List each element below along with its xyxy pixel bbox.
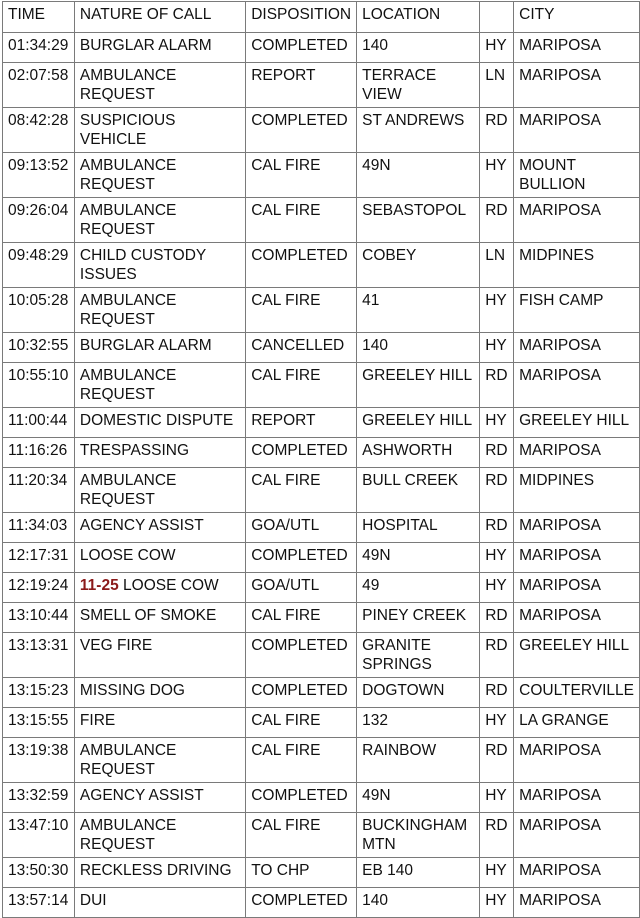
cell-location: DOGTOWN [357, 678, 480, 708]
cell-disposition: CAL FIRE [246, 288, 357, 333]
cell-disposition: TO CHP [246, 858, 357, 888]
cell-nature-of-call [74, 813, 245, 858]
cell-location: BULL CREEK [357, 468, 480, 513]
table-row [3, 603, 640, 633]
cell-time: 11:00:44 [3, 408, 75, 438]
cell-location: TERRACE VIEW [357, 63, 480, 108]
cell-location: GREELEY HILL [357, 363, 480, 408]
cell-street-suffix: RD [480, 603, 514, 633]
header-disposition: DISPOSITION [246, 2, 357, 33]
header-location: LOCATION [357, 2, 480, 33]
cell-disposition: COMPLETED [246, 438, 357, 468]
cell-location: 140 [357, 33, 480, 63]
table-row [3, 333, 640, 363]
cell-city: GREELEY HILL [514, 633, 640, 678]
cell-time: 10:55:10 [3, 363, 75, 408]
header-time: TIME [3, 2, 75, 33]
cell-nature-of-call [74, 573, 245, 603]
cell-street-suffix: RD [480, 468, 514, 513]
cell-city: MARIPOSA [514, 813, 640, 858]
table-row [3, 153, 640, 198]
table-row [3, 198, 640, 243]
cell-disposition: GOA/UTL [246, 513, 357, 543]
table-row [3, 783, 640, 813]
cell-time: 10:32:55 [3, 333, 75, 363]
cell-disposition: CAL FIRE [246, 738, 357, 783]
cell-city: MOUNT BULLION [514, 153, 640, 198]
nature-text: AMBULANCE REQUEST [79, 472, 177, 508]
table-row [3, 543, 640, 573]
cell-nature-of-call [74, 63, 245, 108]
cell-time: 13:32:59 [3, 783, 75, 813]
header-city: CITY [514, 2, 640, 33]
cell-time: 10:05:28 [3, 288, 75, 333]
cell-city: MARIPOSA [514, 33, 640, 63]
cell-nature-of-call [74, 783, 245, 813]
cell-time: 09:48:29 [3, 243, 75, 288]
table-row [3, 513, 640, 543]
table-row [3, 858, 640, 888]
nature-text: AMBULANCE REQUEST [79, 202, 177, 238]
header-row [3, 2, 640, 33]
cell-location: GREELEY HILL [357, 408, 480, 438]
cell-nature-of-call [74, 633, 245, 678]
nature-text: AGENCY ASSIST [79, 517, 204, 534]
cell-city: MARIPOSA [514, 543, 640, 573]
cell-street-suffix: RD [480, 813, 514, 858]
cell-street-suffix: HY [480, 288, 514, 333]
nature-text: FIRE [79, 712, 116, 729]
cell-city: MIDPINES [514, 468, 640, 513]
cell-nature-of-call [74, 288, 245, 333]
nature-text: AGENCY ASSIST [79, 787, 204, 804]
table-row [3, 438, 640, 468]
cell-nature-of-call [74, 708, 245, 738]
cell-time: 13:57:14 [3, 888, 75, 918]
cell-location: 132 [357, 708, 480, 738]
cell-disposition: COMPLETED [246, 633, 357, 678]
cell-location: COBEY [357, 243, 480, 288]
cell-location: ASHWORTH [357, 438, 480, 468]
cell-location: PINEY CREEK [357, 603, 480, 633]
nature-text: AMBULANCE REQUEST [79, 292, 177, 328]
cell-disposition: CAL FIRE [246, 813, 357, 858]
table-row [3, 108, 640, 153]
nature-text: LOOSE COW [123, 577, 219, 594]
cell-nature-of-call [74, 153, 245, 198]
cell-city: MARIPOSA [514, 603, 640, 633]
cell-street-suffix: HY [480, 888, 514, 918]
table-row [3, 573, 640, 603]
cell-nature-of-call [74, 108, 245, 153]
cell-city: MARIPOSA [514, 333, 640, 363]
cell-street-suffix: HY [480, 333, 514, 363]
cell-location: HOSPITAL [357, 513, 480, 543]
cell-location: 49 [357, 573, 480, 603]
cell-nature-of-call [74, 333, 245, 363]
cell-disposition: GOA/UTL [246, 573, 357, 603]
nature-text: MISSING DOG [79, 682, 185, 699]
cell-street-suffix: RD [480, 108, 514, 153]
cell-street-suffix: RD [480, 678, 514, 708]
cell-time: 09:26:04 [3, 198, 75, 243]
cell-city: MIDPINES [514, 243, 640, 288]
cell-city: FISH CAMP [514, 288, 640, 333]
table-row [3, 363, 640, 408]
cell-time: 13:15:23 [3, 678, 75, 708]
cell-location: RAINBOW [357, 738, 480, 783]
nature-text: SUSPICIOUS VEHICLE [79, 112, 176, 148]
cell-disposition: COMPLETED [246, 678, 357, 708]
cell-disposition: CAL FIRE [246, 198, 357, 243]
cell-city: MARIPOSA [514, 783, 640, 813]
nature-text: SMELL OF SMOKE [79, 607, 217, 624]
cell-disposition: COMPLETED [246, 783, 357, 813]
cell-city: COULTERVILLE [514, 678, 640, 708]
cell-nature-of-call [74, 33, 245, 63]
cell-street-suffix: HY [480, 543, 514, 573]
table-row [3, 468, 640, 513]
nature-text: DUI [79, 892, 107, 909]
table-row [3, 408, 640, 438]
cell-city: MARIPOSA [514, 513, 640, 543]
cell-disposition: CAL FIRE [246, 153, 357, 198]
cell-disposition: CAL FIRE [246, 603, 357, 633]
cell-street-suffix: RD [480, 633, 514, 678]
cell-location: 49N [357, 783, 480, 813]
cell-city: MARIPOSA [514, 63, 640, 108]
cell-disposition: COMPLETED [246, 33, 357, 63]
cell-city: MARIPOSA [514, 573, 640, 603]
table-row [3, 813, 640, 858]
cell-nature-of-call [74, 603, 245, 633]
cell-time: 13:10:44 [3, 603, 75, 633]
cell-street-suffix: HY [480, 573, 514, 603]
table-row [3, 678, 640, 708]
nature-text: AMBULANCE REQUEST [79, 742, 177, 778]
cell-location: GRANITE SPRINGS [357, 633, 480, 678]
cell-disposition: COMPLETED [246, 243, 357, 288]
cell-nature-of-call [74, 363, 245, 408]
nature-text: AMBULANCE REQUEST [79, 67, 177, 103]
table-row [3, 288, 640, 333]
table-row [3, 738, 640, 783]
cell-nature-of-call [74, 513, 245, 543]
cell-street-suffix: RD [480, 513, 514, 543]
cell-time: 11:16:26 [3, 438, 75, 468]
cell-disposition: CAL FIRE [246, 468, 357, 513]
cell-time: 11:34:03 [3, 513, 75, 543]
cell-disposition: CANCELLED [246, 333, 357, 363]
cell-location: 41 [357, 288, 480, 333]
cell-street-suffix: LN [480, 63, 514, 108]
nature-text: AMBULANCE REQUEST [79, 817, 177, 853]
cell-city: MARIPOSA [514, 108, 640, 153]
cell-time: 11:20:34 [3, 468, 75, 513]
cell-street-suffix: HY [480, 408, 514, 438]
table-row [3, 708, 640, 738]
table-body [3, 33, 640, 918]
cell-street-suffix: RD [480, 363, 514, 408]
cell-nature-of-call [74, 738, 245, 783]
cell-time: 01:34:29 [3, 33, 75, 63]
cell-location: 140 [357, 888, 480, 918]
cell-nature-of-call [74, 888, 245, 918]
cell-disposition: COMPLETED [246, 108, 357, 153]
cell-disposition: CAL FIRE [246, 708, 357, 738]
cell-time: 13:47:10 [3, 813, 75, 858]
table-row [3, 33, 640, 63]
cell-city: GREELEY HILL [514, 408, 640, 438]
cell-time: 08:42:28 [3, 108, 75, 153]
cell-street-suffix: HY [480, 708, 514, 738]
call-code: 11-25 [79, 577, 119, 594]
nature-text: AMBULANCE REQUEST [79, 367, 177, 403]
table-row [3, 243, 640, 288]
nature-text: AMBULANCE REQUEST [79, 157, 177, 193]
cell-nature-of-call [74, 543, 245, 573]
cell-disposition: REPORT [246, 63, 357, 108]
cell-time: 12:17:31 [3, 543, 75, 573]
table-row [3, 63, 640, 108]
nature-text: DOMESTIC DISPUTE [79, 412, 234, 429]
nature-text: BURGLAR ALARM [79, 37, 212, 54]
nature-text: CHILD CUSTODY ISSUES [79, 247, 206, 283]
header-street-suffix [480, 2, 514, 33]
nature-text: LOOSE COW [79, 547, 176, 564]
cell-nature-of-call [74, 468, 245, 513]
cell-time: 02:07:58 [3, 63, 75, 108]
nature-text: BURGLAR ALARM [79, 337, 212, 354]
table-header [3, 2, 640, 33]
cell-disposition: COMPLETED [246, 543, 357, 573]
cell-street-suffix: RD [480, 198, 514, 243]
cell-street-suffix: HY [480, 783, 514, 813]
cell-time: 13:50:30 [3, 858, 75, 888]
cell-location: ST ANDREWS [357, 108, 480, 153]
nature-text: TRESPASSING [79, 442, 190, 459]
cell-disposition: COMPLETED [246, 888, 357, 918]
cell-location: 49N [357, 153, 480, 198]
header-nature-of-call: NATURE OF CALL [74, 2, 245, 33]
cell-nature-of-call [74, 243, 245, 288]
cell-location: BUCKINGHAM MTN [357, 813, 480, 858]
cell-time: 09:13:52 [3, 153, 75, 198]
nature-text: RECKLESS DRIVING [79, 862, 232, 879]
cell-time: 12:19:24 [3, 573, 75, 603]
cell-disposition: REPORT [246, 408, 357, 438]
cell-city: MARIPOSA [514, 438, 640, 468]
cell-city: MARIPOSA [514, 198, 640, 243]
cell-street-suffix: HY [480, 153, 514, 198]
cell-location: 49N [357, 543, 480, 573]
cell-time: 13:19:38 [3, 738, 75, 783]
call-log-table [2, 1, 640, 918]
cell-city: MARIPOSA [514, 858, 640, 888]
cell-street-suffix: RD [480, 738, 514, 783]
cell-city: LA GRANGE [514, 708, 640, 738]
cell-nature-of-call [74, 678, 245, 708]
cell-nature-of-call [74, 858, 245, 888]
cell-nature-of-call [74, 438, 245, 468]
table-row [3, 633, 640, 678]
cell-street-suffix: HY [480, 33, 514, 63]
nature-text: VEG FIRE [79, 637, 153, 654]
cell-location: SEBASTOPOL [357, 198, 480, 243]
cell-time: 13:15:55 [3, 708, 75, 738]
cell-location: 140 [357, 333, 480, 363]
cell-location: EB 140 [357, 858, 480, 888]
cell-street-suffix: RD [480, 438, 514, 468]
cell-nature-of-call [74, 198, 245, 243]
cell-city: MARIPOSA [514, 888, 640, 918]
cell-street-suffix: LN [480, 243, 514, 288]
cell-nature-of-call [74, 408, 245, 438]
cell-street-suffix: HY [480, 858, 514, 888]
cell-city: MARIPOSA [514, 363, 640, 408]
cell-city: MARIPOSA [514, 738, 640, 783]
cell-time: 13:13:31 [3, 633, 75, 678]
table-row [3, 888, 640, 918]
cell-disposition: CAL FIRE [246, 363, 357, 408]
